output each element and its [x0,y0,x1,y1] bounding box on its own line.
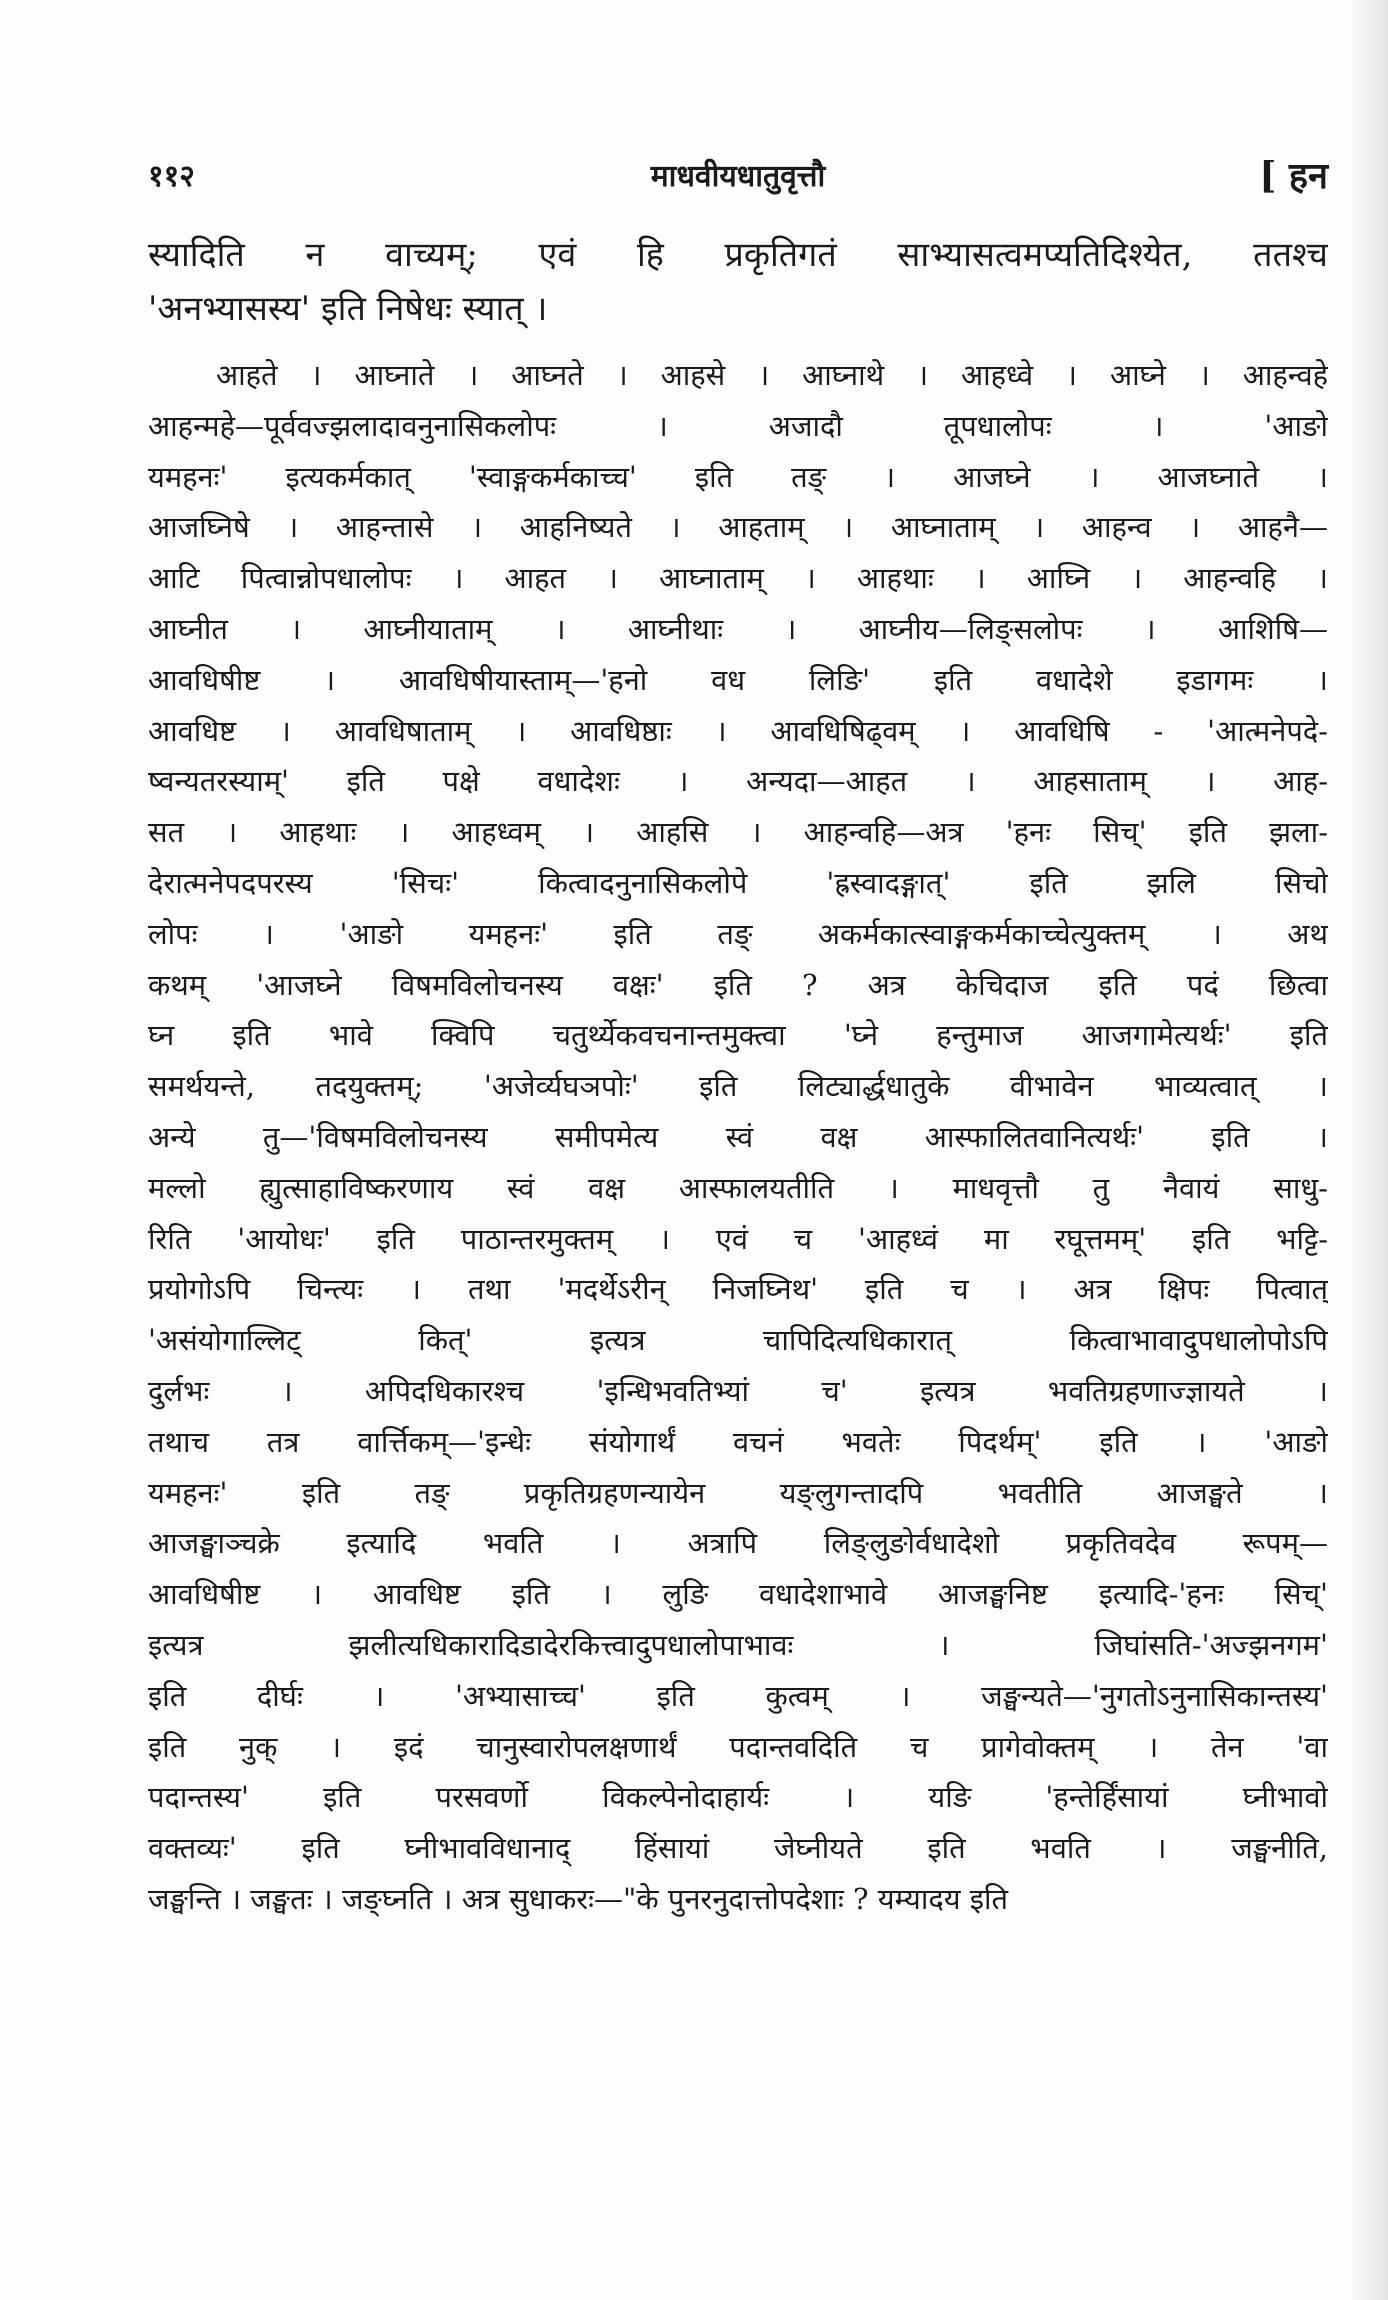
text-line: यमहनः' इति तङ् प्रकृतिग्रहणन्यायेन यङ्लुगन्तादपि भवतीति आजङ्घते । [148,1475,1328,1510]
text-line: जङ्घन्ति । जङ्घतः । जङ्घ्नति । अत्र सुधाकरः—"के पुनरनुदात्तोपदेशाः ? यम्यादय इति [148,1881,1009,1916]
text-line: आवधिषीष्ट । आवधिष्ट इति । लुङि वधादेशाभावे आजङ्घनिष्ट इत्यादि-'हनः सिच्' [148,1577,1328,1612]
text-line: 'असंयोगाल्लिट् कित्' इत्यत्र चापिदित्यधिकारात् कित्वाभावादुपधालोपोऽपि [148,1323,1328,1358]
text-line: अन्ये तु—'विषमविलोचनस्य समीपमेत्य स्वं वक्ष आस्फालितवानित्यर्थः' इति । [148,1119,1328,1154]
text-line: इत्यत्र झलीत्यधिकारादिडादेरकित्त्वादुपधालोपाभावः । जिघांसति-'अज्झनगम' [148,1627,1328,1662]
running-title: माधवीयधातुवृत्तौ [650,159,826,194]
text-line: इति नुक् । इदं चानुस्वारोपलक्षणार्थं पदान्तवदिति च प्रागेवोक्तम् । तेन 'वा [148,1729,1328,1764]
text-line: आघ्नीत । आघ्नीयाताम् । आघ्नीथाः । आघ्नीय—लिङ्सलोपः । आशिषि— [148,611,1328,646]
paragraph-commentary [148,350,1328,1925]
text-line: इति दीर्घः । 'अभ्यासाच्च' इति कुत्वम् । जङ्घन्यते—'नुगतोऽनुनासिकान्तस्य' [148,1678,1328,1713]
text-line: यमहनः' इत्यकर्मकात् 'स्वाङ्गकर्मकाच्च' इति तङ् । आजघ्ने । आजघ्नाते । [148,459,1328,494]
text-line: आटि पित्वान्नोपधालोपः । आहत । आघ्नाताम् । आहथाः । आघ्नि । आहन्वहि । [148,561,1328,596]
text-line: आजघ्निषे । आहन्तासे । आहनिष्यते । आहताम् । आघ्नाताम् । आहन्व । आहनै— [148,510,1328,545]
paragraph-continued [148,228,1328,336]
text-line: देरात्मनेपदपरस्य 'सिचः' कित्वादनुनासिकलोपे 'ह्रस्वादङ्गात्' इति झलि सिचो [148,865,1328,900]
text-line: आवधिषीष्ट । आवधिषीयास्ताम्—'हनो वध लिङि' इति वधादेशे इडागमः । [148,662,1328,697]
text-line: तथाच तत्र वार्त्तिकम्—'इन्धेः संयोगार्थं वचनं भवतेः पिदर्थम्' इति । 'आङो [148,1424,1328,1459]
section-mark: [ हन [1259,155,1328,197]
page-number: ११२ [148,159,195,194]
text-line: समर्थयन्ते, तदयुक्तम्; 'अजेर्व्यघञपोः' इति लिट्यार्द्धधातुके वीभावेन भाव्यत्वात् । [148,1069,1328,1104]
text-body [148,228,1328,1925]
text-line: रिति 'आयोधः' इति पाठान्तरमुक्तम् । एवं च 'आहध्वं मा रघूत्तमम्' इति भट्टि- [148,1221,1328,1256]
text-line: मल्लो ह्युत्साहाविष्करणाय स्वं वक्ष आस्फालयतीति । माधवृत्तौ तु नैवायं साधु- [148,1170,1328,1205]
text-line: 'अनभ्यासस्य' इति निषेधः स्यात् । [148,289,548,329]
text-line: आजङ्घाञ्चक्रे इत्यादि भवति । अत्रापि लिङ्लुङोर्वधादेशो प्रकृतिवदेव रूपम्— [148,1526,1328,1561]
text-line: वक्तव्यः' इति घ्नीभावविधानाद् हिंसायां जेघ्नीयते इति भवति । जङ्घनीति, [148,1831,1328,1866]
binding-shadow [1348,0,1388,2300]
page-header [148,150,1328,202]
text-line: लोपः । 'आङो यमहनः' इति तङ् अकर्मकात्स्वाङ्गकर्मकाच्चेत्युक्तम् । अथ [148,916,1328,951]
text-line: आवधिष्ट । आवधिषाताम् । आवधिष्ठाः । आवधिषिढ्वम् । आवधिषि - 'आत्मनेपदे- [148,713,1328,748]
text-line: प्रयोगोऽपि चिन्त्यः । तथा 'मदर्थेऽरीन् निजघ्निथ' इति च । अत्र क्षिपः पित्वात् [148,1272,1328,1307]
text-line: दुर्लभः । अपिदधिकारश्च 'इन्धिभवतिभ्यां च' इत्यत्र भवतिग्रहणाज्ज्ञायते । [148,1373,1328,1408]
text-line: स्यादिति न वाच्यम्; एवं हि प्रकृतिगतं साभ्यासत्वमप्यतिदिश्येत, ततश्च [148,235,1328,275]
text-line: पदान्तस्य' इति परसवर्णो विकल्पेनोदाहार्यः । यङि 'हन्तेर्हिंसायां घ्नीभावो [148,1780,1328,1815]
text-line: ष्वन्यतरस्याम्' इति पक्षे वधादेशः । अन्यदा—आहत । आहसाताम् । आह- [148,764,1328,799]
text-line: कथम् 'आजघ्ने विषमविलोचनस्य वक्षः' इति ? अत्र केचिदाज इति पदं छित्वा [148,967,1328,1002]
text-line: सत । आहथाः । आहध्वम् । आहसि । आहन्वहि—अत्र 'हनः सिच्' इति झला- [148,815,1328,850]
text-line: आहते । आघ्नाते । आघ्नते । आहसे । आघ्नाथे । आहध्वे । आघ्ने । आहन्वहे [216,358,1328,392]
text-line: घ्न इति भावे क्विपि चतुर्थ्येकवचनान्तमुक्त्वा 'घ्ने हन्तुमाज आजगामेत्यर्थः' इति [148,1018,1328,1053]
text-line: आहन्महे—पूर्ववज्झलादावनुनासिकलोपः । अजादौ तूपधालोपः । 'आङो [148,408,1328,443]
